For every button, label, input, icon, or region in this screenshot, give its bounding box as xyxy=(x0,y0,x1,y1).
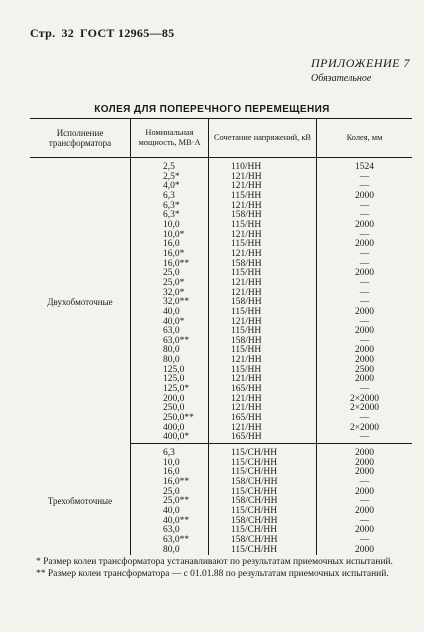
power-cell: 2,5* xyxy=(131,173,209,183)
voltage-cell: 158/НН xyxy=(209,260,317,270)
footnote-double-star: ** Размер колеи трансформатора — с 01.01.88 по результатам приемочных испытаний. xyxy=(36,569,389,579)
power-cell: 63,0** xyxy=(131,337,209,347)
gauge-cell: — xyxy=(359,534,370,545)
gauge-cell: 2000 xyxy=(355,219,374,230)
gauge-cell: 2000 xyxy=(355,525,374,536)
column-header-voltage: Сочетание напряжений, кВ xyxy=(209,119,317,158)
column-header-power: Номинальная мощность, МВ·А xyxy=(131,119,209,158)
gauge-table xyxy=(30,118,412,555)
power-cell: 16,0 xyxy=(131,468,209,478)
power-cell: 4,0* xyxy=(131,182,209,192)
gauge-cell: — xyxy=(359,384,370,395)
power-cell: 250,0** xyxy=(131,414,209,424)
power-cell: 16,0* xyxy=(131,250,209,260)
gauge-cell: — xyxy=(359,171,370,182)
table-title: КОЛЕЯ ДЛЯ ПОПЕРЕЧНОГО ПЕРЕМЕЩЕНИЯ xyxy=(94,104,330,115)
power-cell: 25,0 xyxy=(131,488,209,498)
power-cell: 10,0* xyxy=(131,231,209,241)
power-cell: 40,0 xyxy=(131,308,209,318)
power-cell: 25,0** xyxy=(131,497,209,507)
column-header-execution: Исполнение трансформатора xyxy=(30,119,131,158)
power-cell: 125,0 xyxy=(131,366,209,376)
gauge-cell: 2000 xyxy=(355,326,374,337)
power-cell: 125,0* xyxy=(131,385,209,395)
footnote-single-star: * Размер колеи трансформатора устанавливают по результатам приемочных испытаний. xyxy=(36,557,393,567)
voltage-cell: 158/СН/НН xyxy=(209,536,317,546)
voltage-cell: 115/НН xyxy=(209,240,317,250)
voltage-cell: 115/НН xyxy=(209,192,317,202)
gauge-cell: — xyxy=(359,413,370,424)
gauge-cell: 2000 xyxy=(355,355,374,366)
power-cell: 400,0* xyxy=(131,433,209,443)
appendix-block xyxy=(311,56,410,84)
power-cell: 10,0 xyxy=(131,459,209,469)
voltage-cell: 115/НН xyxy=(209,327,317,337)
voltage-cell: 165/НН xyxy=(209,385,317,395)
gauge-cell: 2000 xyxy=(355,486,374,497)
voltage-cell: 158/СН/НН xyxy=(209,517,317,527)
gauge-cell: — xyxy=(359,496,370,507)
power-cell: 6,3 xyxy=(131,449,209,459)
gauge-cell: 2000 xyxy=(355,268,374,279)
voltage-cell: 121/НН xyxy=(209,404,317,414)
gauge-cell: 2×2000 xyxy=(349,422,380,433)
power-cell: 32,0** xyxy=(131,298,209,308)
voltage-cell: 121/НН xyxy=(209,318,317,328)
gauge-cell: 2000 xyxy=(355,457,374,468)
voltage-cell: 158/НН xyxy=(209,211,317,221)
gauge-cell: 2500 xyxy=(355,364,374,375)
page-number: 32 xyxy=(61,26,75,40)
voltage-cell: 115/НН xyxy=(209,346,317,356)
power-cell: 6,3* xyxy=(131,202,209,212)
power-cell: 6,3* xyxy=(131,211,209,221)
gauge-cell: 2×2000 xyxy=(349,393,380,404)
column-header-gauge: Колея, мм xyxy=(317,119,413,158)
voltage-cell: 115/СН/НН xyxy=(209,468,317,478)
voltage-cell: 115/СН/НН xyxy=(209,546,317,556)
voltage-cell: 165/НН xyxy=(209,433,317,443)
power-cell: 10,0 xyxy=(131,221,209,231)
power-cell: 80,0 xyxy=(131,546,209,556)
power-cell: 40,0** xyxy=(131,517,209,527)
page-label: Стр. xyxy=(30,26,56,40)
power-cell: 6,3 xyxy=(131,192,209,202)
gauge-cell: 2000 xyxy=(355,306,374,317)
voltage-cell: 121/НН xyxy=(209,202,317,212)
gauge-cell: 2000 xyxy=(355,190,374,201)
power-cell: 63,0** xyxy=(131,536,209,546)
standard-code: ГОСТ 12965—85 xyxy=(80,26,175,40)
voltage-cell: 121/НН xyxy=(209,375,317,385)
table-body xyxy=(30,158,412,556)
appendix-subtitle: Обязательное xyxy=(311,73,372,84)
gauge-cell: 2000 xyxy=(355,448,374,459)
voltage-cell: 121/НН xyxy=(209,424,317,434)
power-cell: 63,0 xyxy=(131,526,209,536)
table-header-row xyxy=(30,119,412,158)
gauge-cell: — xyxy=(359,297,370,308)
power-cell: 16,0** xyxy=(131,260,209,270)
gauge-cell: — xyxy=(359,181,370,192)
power-cell: 2,5 xyxy=(131,163,209,173)
footnotes xyxy=(30,556,410,580)
voltage-cell: 115/НН xyxy=(209,308,317,318)
voltage-cell: 115/НН xyxy=(209,366,317,376)
gauge-cell: — xyxy=(359,210,370,221)
voltage-cell: 165/НН xyxy=(209,414,317,424)
gauge-cell: — xyxy=(359,316,370,327)
power-cell: 125,0 xyxy=(131,375,209,385)
gauge-cell: — xyxy=(359,248,370,259)
gauge-cell: — xyxy=(317,433,413,443)
gauge-cell: — xyxy=(359,229,370,240)
voltage-cell: 121/НН xyxy=(209,231,317,241)
gauge-cell: — xyxy=(359,477,370,487)
table-row xyxy=(30,163,412,173)
voltage-cell: 115/НН xyxy=(209,221,317,231)
voltage-cell: 121/НН xyxy=(209,182,317,192)
gauge-cell: — xyxy=(359,200,370,211)
power-cell: 200,0 xyxy=(131,395,209,405)
power-cell: 80,0 xyxy=(131,346,209,356)
gauge-cell: 2000 xyxy=(355,467,374,478)
voltage-cell: 115/СН/НН xyxy=(209,449,317,459)
gauge-cell: 2000 xyxy=(355,345,374,356)
voltage-cell: 115/СН/НН xyxy=(209,488,317,498)
voltage-cell: 158/СН/НН xyxy=(209,478,317,488)
power-cell: 40,0* xyxy=(131,318,209,328)
voltage-cell: 115/СН/НН xyxy=(209,526,317,536)
page-header xyxy=(30,26,174,41)
voltage-cell: 121/НН xyxy=(209,289,317,299)
voltage-cell: 158/СН/НН xyxy=(209,497,317,507)
gauge-cell: — xyxy=(359,515,370,526)
power-cell: 250,0 xyxy=(131,404,209,414)
voltage-cell: 121/НН xyxy=(209,250,317,260)
gauge-cell: 2×2000 xyxy=(349,403,380,414)
gauge-cell: 1524 xyxy=(355,162,374,172)
voltage-cell: 115/НН xyxy=(209,269,317,279)
gauge-cell: — xyxy=(359,335,370,346)
voltage-cell: 115/СН/НН xyxy=(209,459,317,469)
gauge-cell: 2000 xyxy=(355,239,374,250)
power-cell: 25,0 xyxy=(131,269,209,279)
voltage-cell: 121/НН xyxy=(209,173,317,183)
group-name: Трехобмоточные xyxy=(30,449,131,555)
appendix-title: ПРИЛОЖЕНИЕ 7 xyxy=(311,56,410,70)
voltage-cell: 115/СН/НН xyxy=(209,507,317,517)
power-cell: 32,0* xyxy=(131,289,209,299)
gauge-cell: 2000 xyxy=(355,505,374,516)
voltage-cell: 121/НН xyxy=(209,279,317,289)
voltage-cell: 158/НН xyxy=(209,298,317,308)
power-cell: 63,0 xyxy=(131,327,209,337)
voltage-cell: 121/НН xyxy=(209,395,317,405)
power-cell: 16,0 xyxy=(131,240,209,250)
power-cell: 400,0 xyxy=(131,424,209,434)
power-cell: 80,0 xyxy=(131,356,209,366)
group-name: Двухобмоточные xyxy=(30,163,131,444)
voltage-cell: 158/НН xyxy=(209,337,317,347)
gauge-cell: — xyxy=(359,258,370,269)
power-cell: 16,0** xyxy=(131,478,209,488)
gauge-cell: — xyxy=(359,277,370,288)
power-cell: 25,0* xyxy=(131,279,209,289)
gauge-cell: — xyxy=(359,287,370,298)
gauge-cell: 2000 xyxy=(355,544,374,555)
gauge-cell: 2000 xyxy=(355,374,374,385)
power-cell: 40,0 xyxy=(131,507,209,517)
voltage-cell: 110/НН xyxy=(209,163,317,173)
voltage-cell: 121/НН xyxy=(209,356,317,366)
